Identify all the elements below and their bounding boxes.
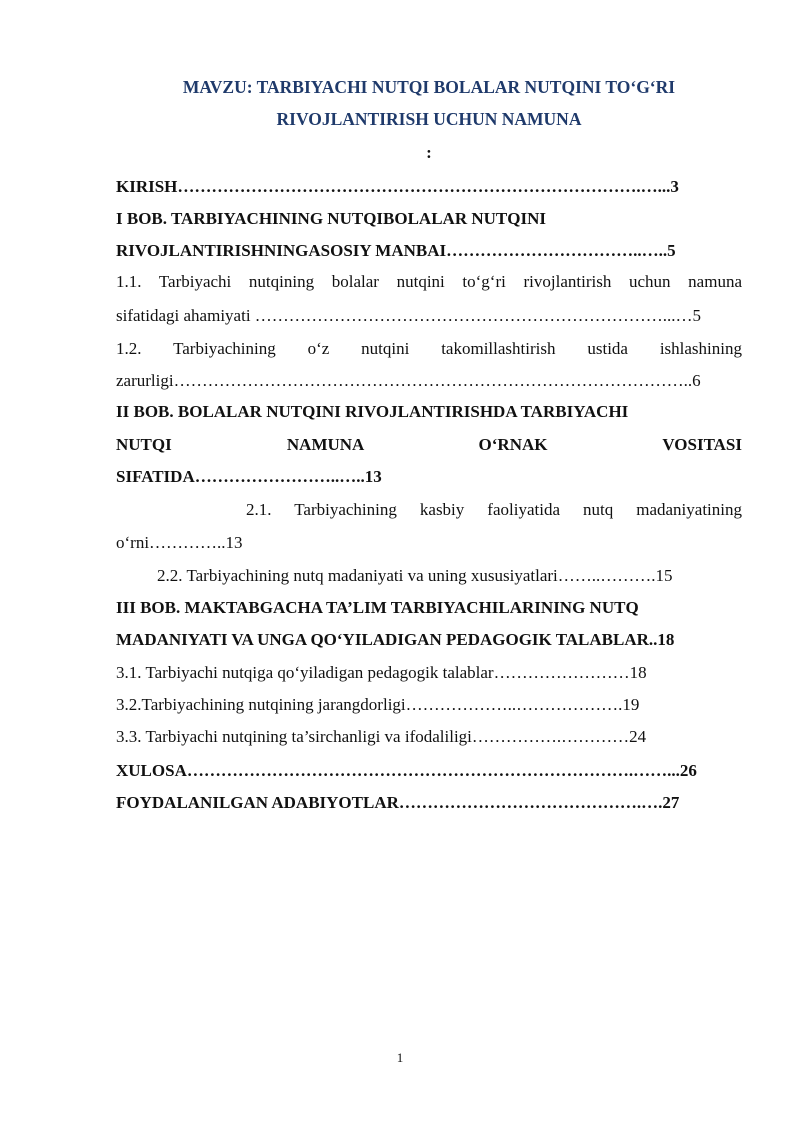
document-title-line-1: MAVZU: TARBIYACHI NUTQI BOLALAR NUTQINI TO‘G‘RI <box>182 77 676 97</box>
page-number: 1 <box>396 1050 404 1065</box>
toc-section-1-1-line-2: sifatidagi ahamiyati ………………………………………………………………...…5 <box>116 306 702 325</box>
toc-section-1-2-line-1: 1.2. Tarbiyachining o‘z nutqini takomillashtirish ustida ishlashining <box>116 339 742 358</box>
toc-chapter-1-line-1: I BOB. TARBIYACHINING NUTQIBOLALAR NUTQINI <box>116 209 546 228</box>
toc-chapter-3-line-2: MADANIYATI VA UNGA QO‘YILADIGAN PEDAGOGIK TALABLAR..18 <box>116 630 675 649</box>
toc-chapter-1-line-2: RIVOJLANTIRISHNINGASOSIY MANBAI……………………………..…..5 <box>116 241 676 260</box>
toc-section-1-2-line-2: zarurligi………………………………………………………………………………..6 <box>116 371 701 390</box>
toc-section-2-1-line-1: 2.1. Tarbiyachining kasbiy faoliyatida nutq madaniyatining <box>246 500 742 519</box>
toc-chapter-2-line-3: SIFATIDA……………………..…..13 <box>116 467 382 486</box>
toc-entry-kirish: KIRISH……………………………………………………………………….…...3 <box>116 177 679 196</box>
toc-section-2-1-line-2: o‘rni…………..13 <box>116 533 243 552</box>
title-colon: : <box>426 143 432 162</box>
toc-chapter-3-line-1: III BOB. MAKTABGACHA TA’LIM TARBIYACHILARINING NUTQ <box>116 598 639 617</box>
toc-entry-xulosa: XULOSA…………………………………………………………………….……...26 <box>116 761 697 780</box>
toc-section-2-2: 2.2. Tarbiyachining nutq madaniyati va uning xususiyatlari……..……….15 <box>157 566 673 585</box>
toc-entry-adabiyotlar: FOYDALANILGAN ADABIYOTLAR…………………………………….….27 <box>116 793 680 812</box>
toc-section-3-3: 3.3. Tarbiyachi nutqining ta’sirchanligi va ifodaliligi…………….…………24 <box>116 727 647 746</box>
toc-chapter-2-line-2: NUTQI NAMUNA O‘RNAK VOSITASI <box>116 435 742 454</box>
toc-section-3-2: 3.2.Tarbiyachining nutqining jarangdorligi………………..……………….19 <box>116 695 640 714</box>
document-title-line-2: RIVOJLANTIRISH UCHUN NAMUNA <box>276 109 582 129</box>
toc-chapter-2-line-1: II BOB. BOLALAR NUTQINI RIVOJLANTIRISHDA TARBIYACHI <box>116 402 629 421</box>
toc-section-1-1-line-1: 1.1. Tarbiyachi nutqining bolalar nutqini to‘g‘ri rivojlantirish uchun namuna <box>116 272 742 291</box>
toc-section-3-1: 3.1. Tarbiyachi nutqiga qo‘yiladigan pedagogik talablar……………………18 <box>116 663 647 682</box>
